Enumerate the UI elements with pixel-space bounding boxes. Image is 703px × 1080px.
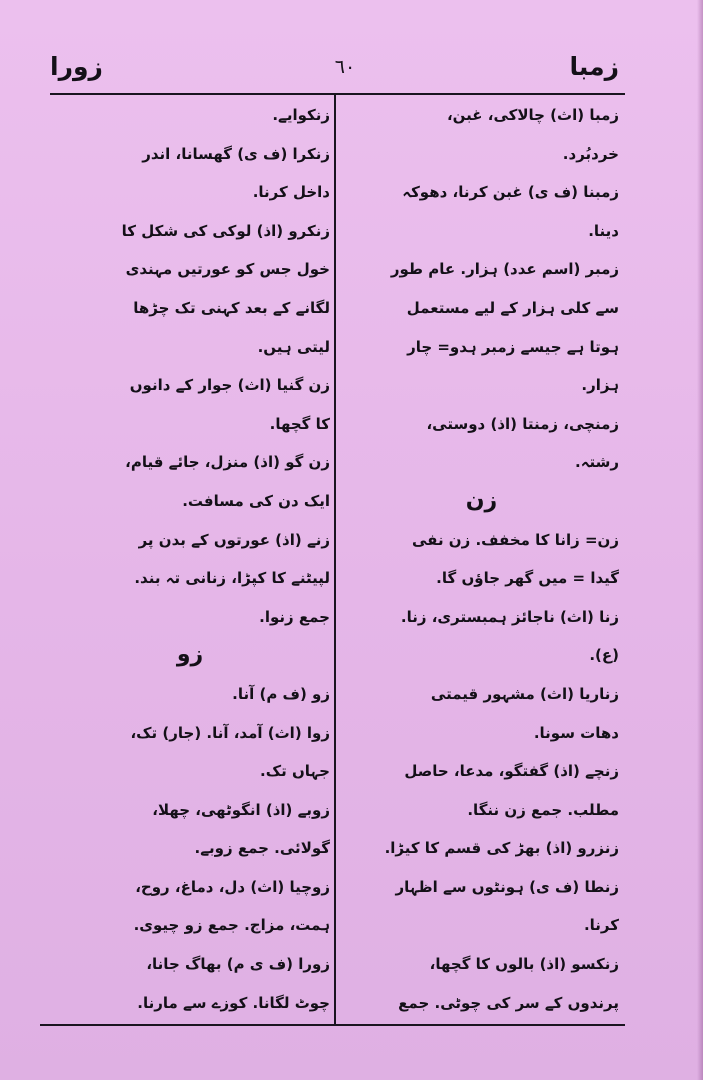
entry-line: کا گچھا.: [269, 414, 330, 433]
entry-line: رشتہ.: [575, 453, 619, 472]
entry-line: زنکسو (اذ) بالوں کا گچھا،: [429, 955, 619, 974]
entry-line: ہمت، مزاج. جمع زو چیوی.: [133, 916, 330, 935]
entry-line: ہوتا ہے جیسے زمبر ہدو= چار: [407, 337, 619, 356]
entry-line: (ع).: [589, 646, 619, 665]
entry-line: گولائی. جمع زوبے.: [194, 839, 330, 858]
entry-line: زن= زانا کا مخفف. زن نفی: [411, 530, 619, 549]
header-rule: [50, 93, 625, 95]
entry-line: زنچے (اذ) گفتگو، مدعا، حاصل: [404, 762, 619, 781]
header-right-headword: زمبا: [569, 52, 619, 81]
page-edge-shadow: [697, 0, 703, 1080]
entry-line: سے کلی ہزار کے لیے مستعمل: [406, 298, 619, 317]
entry-line: پرندوں کے سر کی چوٹی. جمع: [398, 993, 619, 1012]
column-divider: [334, 95, 336, 1025]
entry-line: زورا (ف ی م) بھاگ جانا،: [146, 955, 330, 974]
page-header: [50, 50, 625, 90]
entry-line: خردبُرد.: [562, 144, 619, 163]
entry-line: دینا.: [588, 221, 619, 240]
entry-line: لپیٹنے کا کپڑا، زنانی تہ بند.: [134, 569, 330, 588]
entry-line: زن گنیا (اث) جوار کے دانوں: [129, 376, 330, 395]
entry-line: زمبر (اسم عدد) ہزار. عام طور: [390, 260, 619, 279]
entry-line: ہزار.: [581, 376, 619, 395]
entry-line: دھات سونا.: [533, 723, 619, 742]
entry-line: زمبنا (ف ی) غبن کرنا، دھوکہ: [402, 183, 619, 202]
entry-line: زوا (اث) آمد، آنا. (جار) تک،: [130, 723, 330, 742]
entry-line: مطلب. جمع زن ننگا.: [467, 800, 619, 819]
entry-line: زنکوایے.: [272, 106, 330, 124]
entry-line: زنے (اذ) عورتوں کے بدن پر: [138, 530, 330, 549]
section-heading: زن: [465, 487, 498, 513]
section-heading: زو: [176, 642, 204, 668]
entry-line: چوٹ لگانا. کوزے سے مارنا.: [137, 993, 330, 1012]
entry-line: جمع زنوا.: [259, 607, 330, 626]
entry-line: داخل کرنا.: [252, 183, 330, 202]
entry-line: زناریا (اث) مشہور قیمتی: [430, 684, 619, 703]
entry-line: خول جس کو عورتیں مہندی: [125, 260, 330, 279]
entry-line: زمبا (اث) چالاکی، غبن،: [446, 106, 619, 124]
entry-line: زمنچی، زمنتا (اذ) دوستی،: [426, 414, 619, 433]
entry-line: زنکرا (ف ی) گھسانا، اندر: [142, 144, 330, 163]
right-column: [344, 96, 619, 1024]
entry-line: ایک دن کی مسافت.: [182, 491, 330, 510]
footer-rule: [40, 1024, 625, 1026]
entry-line: زوچیا (اث) دل، دماغ، روح،: [135, 877, 330, 896]
entry-line: زنطا (ف ی) ہونٹوں سے اظہار: [395, 877, 619, 896]
header-left-headword: زورا: [50, 52, 103, 81]
entry-line: کرنا.: [583, 916, 619, 935]
entry-line: گیدا = میں گھر جاؤں گا.: [436, 569, 619, 588]
entry-line: زنا (اث) ناجائز ہمبستری، زنا.: [400, 607, 619, 626]
entry-line: لگانے کے بعد کہنی تک چڑھا: [133, 298, 330, 317]
entry-line: زنکرو (اذ) لوکی کی شکل کا: [121, 221, 330, 240]
entry-line: جہاں تک.: [260, 762, 330, 781]
left-column: [50, 96, 330, 1024]
entry-line: لیتی ہیں.: [257, 337, 330, 356]
entry-line: زوبے (اذ) انگوٹھی، چھلا،: [152, 800, 330, 819]
page-number: ٦٠: [334, 56, 356, 78]
entry-line: زنزرو (اذ) بھڑ کی قسم کا کیڑا.: [384, 839, 619, 858]
entry-line: زو (ف م) آنا.: [232, 684, 330, 703]
entry-line: زن گو (اذ) منزل، جائے قیام،: [125, 453, 330, 472]
